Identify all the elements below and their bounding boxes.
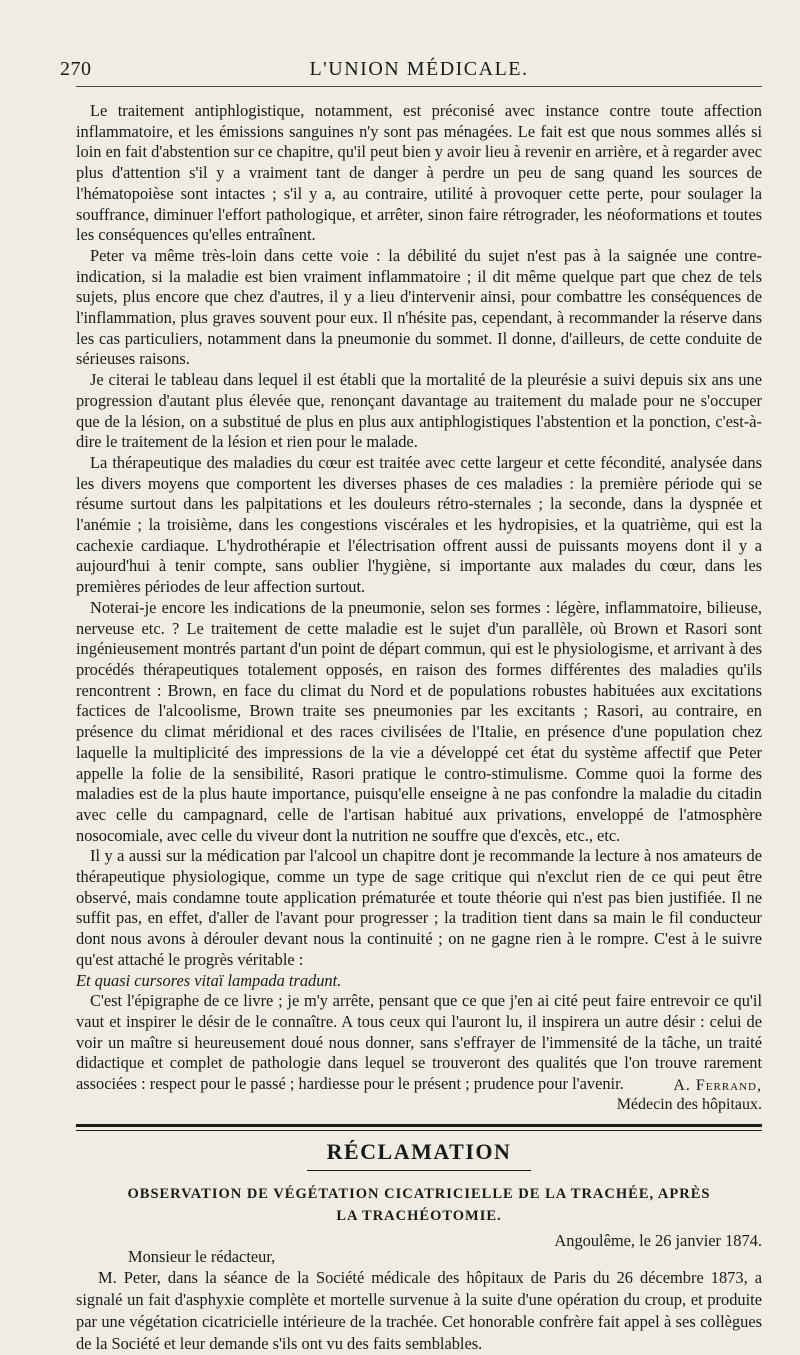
review-paragraph: Peter va même très-loin dans cette voie : la débilité du sujet n'est pas à la saignée une contre-indication, si la maladie est bien vraiment inflammatoire ; il dit même quelque part que chez de tels sujets, plus encore que chez d'autres, il y a lieu d'intervenir ainsi, pour combattre les conséquences de l'inflammation, plus graves souvent pour eux. Il n'hésite pas, cependant, à recommander la réserve dans les cas particuliers, notamment dans la pneumonie du sommet. Il donne, d'ailleurs, de cette conduite de sérieuses raisons. xyxy=(76,245,762,369)
letter-paragraph: M. Peter, dans la séance de la Société médicale des hôpitaux de Paris du 26 décembre 1873, a signalé un fait d'asphyxie complète et mortelle survenue à la suite d'une opération du croup, et produite par une végétation cicatricielle intérieure de la trachée. Cet honorable confrère fait appel à ses collègues de la Société et leur demande s'ils ont vu des faits semblables. xyxy=(76,1267,762,1353)
section-heading xyxy=(76,1139,762,1171)
running-head xyxy=(60,52,762,87)
letter-salutation: Monsieur le rédacteur, xyxy=(128,1246,276,1266)
review-paragraph: Il y a aussi sur la médication par l'alcool un chapitre dont je recommande la lecture à nos amateurs de thérapeutique physiologique, comme un type de sage critique qui n'exclut rien de ce qui peut être observé, mais condamne toute application prématurée et toute théorie qui n'est pas bien justifiée. Il ne suffit pas, en effet, d'aller de l'avant pour progresser ; la tradition tient dans sa main le fil conducteur dont nous avons à dérouler devant nous la continuité ; on ne gagne rien à le rompre. C'est à le suivre qu'est attaché le progrès véritable : xyxy=(76,846,762,969)
journal-title: L'UNION MÉDICALE. xyxy=(309,58,529,80)
review-paragraph: La thérapeutique des maladies du cœur est traitée avec cette largeur et cette fécondité, analysée dans les divers moyens que comportent les diverses phases de ces maladies : la première période qui se résume surtout dans les palpitations et les douleurs rétro-sternales ; la seconde, dans la dyspnée et l'anémie ; la troisième, dans les congestions viscérales et les hydropisies, et la quatrième, qui est la cachexie cardiaque. L'hydrothérapie et l'électrisation offrent aussi de puissants moyens dont il y a aujourd'hui à tenir compte, sans oublier l'hygiène, si importante aux malades du cœur, dans les premières périodes de leur affection surtout. xyxy=(76,452,762,597)
article-title: OBSERVATION DE VÉGÉTATION CICATRICIELLE DE LA TRACHÉE, APRÈS LA TRACHÉOTOMIE. xyxy=(127,1185,711,1224)
review-paragraph: Je citerai le tableau dans lequel il est établi que la mortalité de la pleurésie a suivi depuis six ans une progression d'autant plus élevée que, renonçant davantage au traitement du malade pour ne s'occuper que de la lésion, on a substitué de plus en plus aux antiphlogistiques l'abstention et la ponction, c'est-à-dire le traitement de la lésion et rien pour le malade. xyxy=(76,370,762,452)
letter-dateline: Angoulême, le 26 janvier 1874. xyxy=(554,1230,762,1250)
review-paragraph: Le traitement antiphlogistique, notamment, est préconisé avec instance contre toute affection inflammatoire, et les émissions sanguines n'y sont pas ménagées. Le fait est que nous sommes allés si loin en fait d'abstention sur ce chapitre, qu'il peut bien y avoir lieu à revenir en arrière, et à regarder avec plus d'attention s'il y a vraiment tant de danger à perdre un peu de sang quand les sources de l'hématopoièse sont intactes ; s'il y a, au contraire, utilité à provoquer cette perte, pour soulager la souffrance, diminuer l'effort pathologique, et arrêter, sinon faire rétrograder, les néoformations et toutes les conséquences qu'elles entraînent. xyxy=(76,101,762,245)
section-divider xyxy=(76,1124,762,1131)
signature-title: Médecin des hôpitaux. xyxy=(616,1095,762,1113)
letter-body xyxy=(76,1267,762,1355)
review-paragraph: Noterai-je encore les indications de la pneumonie, selon ses formes : légère, inflammatoire, bilieuse, nerveuse etc. ? Le traitement de cette maladie est le sujet d'un parallèle, où Brown et Rasori sont ingénieusement montrés partant d'un point de départ commun, qui est le physiologisme, et arrivant à des procédés thérapeutiques totalement opposés, en raison des formes différentes des maladies qu'ils rencontrent : Brown, en face du climat du Nord et de populations robustes habituées aux excitations factices de l'alcoolisme, Brown traite ses pneumonies par les excitants ; Rasori, au contraire, en présence du climat méridional et des races civilisées de l'Italie, en présence d'une population chez laquelle la multiplicité des impressions de la vie a développé cet état du système affectif que Peter appelle la folie de la sensibilité, Rasori pratique le contro-stimulisme. Comme quoi la forme des maladies est de la plus haute importance, puisqu'elle enseigne à ne pas confondre la maladie du citadin avec celle du campagnard, celle de l'artisan habitué aux privations, enveloppé de l'atmosphère nosocomiale, avec celle du viveur dont la nutrition ne souffre que d'excès, etc., etc. xyxy=(76,597,762,845)
book-review xyxy=(76,101,762,1095)
signature-name: A. Ferrand, xyxy=(673,1076,762,1094)
page-number: 270 xyxy=(60,58,92,80)
review-closing: C'est l'épigraphe de ce livre ; je m'y arrête, pensant que ce que j'en ai cité peut faire entrevoir ce qu'il vaut et inspirer le désir de le connaître. A tous ceux qui l'auront lu, il inspirera un autre désir : celui de voir un maître si heureusement doué nous donner, sans s'effrayer de l'immensité de la tâche, un traité didactique et complet de pathologie dans lequel se trouveront des qualités que l'on trouve rarement associées : respect pour le passé ; hardiesse pour le présent ; prudence pour l'avenir. xyxy=(76,991,762,1094)
section-heading-text: RÉCLAMATION xyxy=(307,1139,532,1171)
latin-quote: Et quasi cursores vitaï lampada tradunt. xyxy=(76,970,342,990)
